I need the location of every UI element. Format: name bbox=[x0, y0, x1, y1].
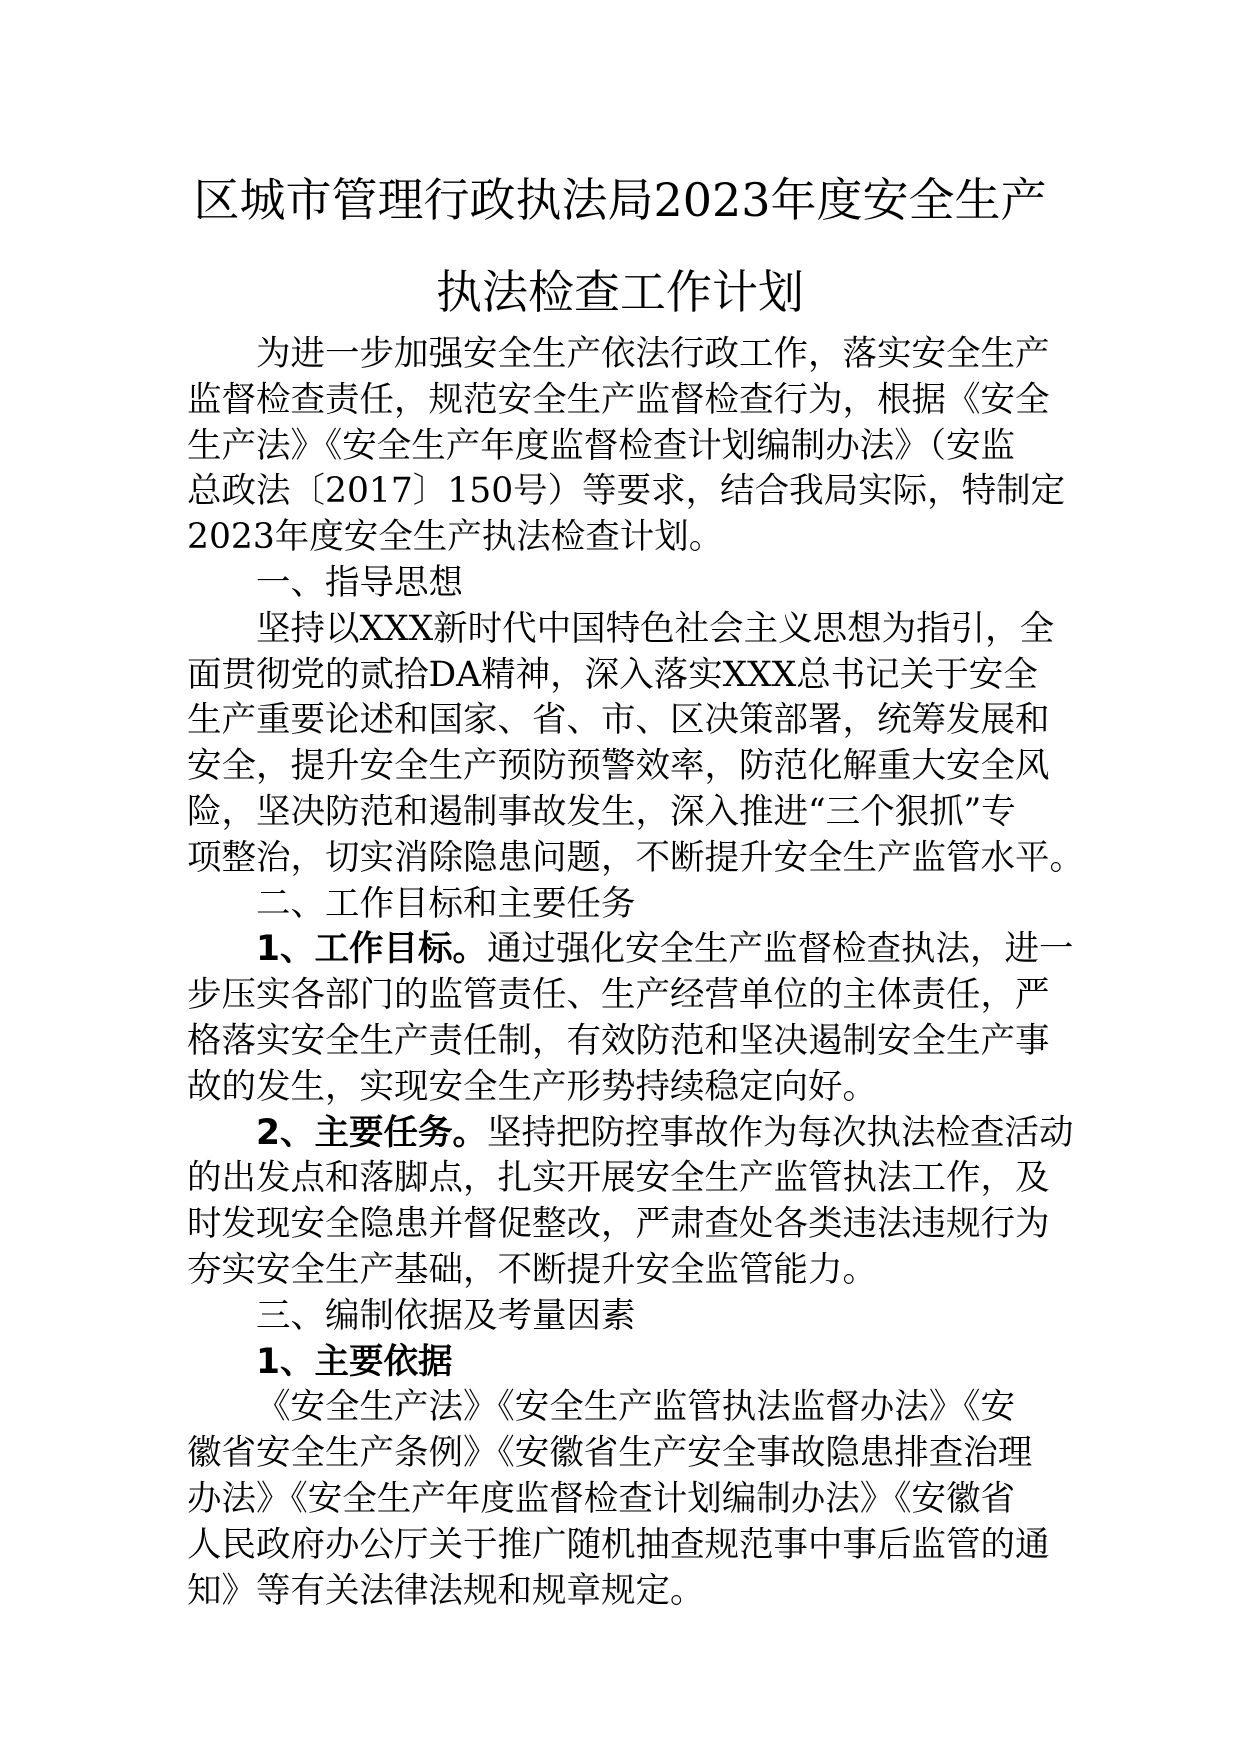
goal-line: 故的发生，实现安全生产形势持续稳定向好。 bbox=[187, 1066, 877, 1107]
intro-line: 总政法〔2017〕150号）等要求，结合我局实际，特制定 bbox=[187, 471, 1066, 512]
section-heading-goals-tasks: 二、工作目标和主要任务 bbox=[256, 883, 636, 924]
goal-line: 格落实安全生产责任制，有效防范和坚决遏制安全生产事 bbox=[187, 1020, 1050, 1061]
section-heading-basis: 三、编制依据及考量因素 bbox=[256, 1295, 636, 1336]
subheading-main-basis bbox=[187, 1340, 1053, 1386]
goal-line: 通过强化安全生产监督检查执法，进一 bbox=[487, 929, 1074, 970]
section1-line: 生产重要论述和国家、省、市、区决策部署，统筹发展和 bbox=[187, 700, 1050, 741]
task-line: 的出发点和落脚点，扎实开展安全生产监管执法工作，及 bbox=[187, 1158, 1050, 1199]
section1-line: 项整治，切实消除隐患问题，不断提升安全生产监管水平。 bbox=[187, 837, 1084, 878]
goal-paragraph bbox=[187, 927, 1074, 1110]
basis-heading: 1、主要依据 bbox=[256, 1341, 453, 1382]
basis-paragraph bbox=[187, 1385, 1053, 1614]
task-line: 时发现安全隐患并督促整改，严肃查处各类违法违规行为 bbox=[187, 1204, 1050, 1245]
basis-line: 《安全生产法》《安全生产监管执法监督办法》《安 bbox=[256, 1387, 1015, 1428]
section1-line: 面贯彻党的贰拾DA精神，深入落实XXX总书记关于安全 bbox=[187, 654, 1038, 695]
basis-line: 人民政府办公厅关于推广随机抽查规范事中事后监管的通 bbox=[187, 1524, 1050, 1565]
document-title-line-1: 区城市管理行政执法局2023年度安全生产 bbox=[193, 173, 1047, 227]
intro-paragraph bbox=[187, 332, 1066, 561]
goal-first-line bbox=[187, 927, 1074, 973]
task-first-line bbox=[187, 1111, 1074, 1157]
intro-line: 监督检查责任，规范安全生产监督检查行为，根据《安全 bbox=[187, 379, 1050, 420]
intro-line: 2023年度安全生产执法检查计划。 bbox=[187, 517, 724, 558]
goal-line: 步压实各部门的监管责任、生产经营单位的主体责任，严 bbox=[187, 975, 1050, 1016]
task-lead: 2、主要任务。 bbox=[256, 1112, 488, 1153]
basis-line: 办法》《安全生产年度监督检查计划编制办法》《安徽省 bbox=[187, 1478, 1015, 1519]
section1-line: 安全，提升安全生产预防预警效率，防范化解重大安全风 bbox=[187, 746, 1050, 787]
section1-paragraph bbox=[187, 607, 1084, 882]
document-title-line-2: 执法检查工作计划 bbox=[436, 265, 804, 319]
task-line: 坚持把防控事故作为每次执法检查活动 bbox=[487, 1112, 1074, 1153]
goal-lead: 1、工作目标。 bbox=[256, 929, 488, 970]
basis-line: 知》等有关法律法规和规章规定。 bbox=[187, 1570, 705, 1611]
basis-line: 徽省安全生产条例》《安徽省生产安全事故隐患排查治理 bbox=[187, 1433, 1033, 1474]
section1-line: 坚持以XXX新时代中国特色社会主义思想为指引，全 bbox=[256, 608, 1055, 649]
task-line: 夯实安全生产基础，不断提升安全监管能力。 bbox=[187, 1249, 877, 1290]
intro-line: 生产法》《安全生产年度监督检查计划编制办法》（安监 bbox=[187, 425, 1015, 466]
section1-line: 险，坚决防范和遏制事故发生，深入推进“三个狠抓”专 bbox=[187, 791, 1016, 832]
section-heading-guiding-ideology: 一、指导思想 bbox=[256, 562, 463, 603]
document-body bbox=[187, 332, 1084, 1614]
task-paragraph bbox=[187, 1111, 1074, 1294]
intro-line: 为进一步加强安全生产依法行政工作，落实安全生产 bbox=[256, 334, 1050, 374]
